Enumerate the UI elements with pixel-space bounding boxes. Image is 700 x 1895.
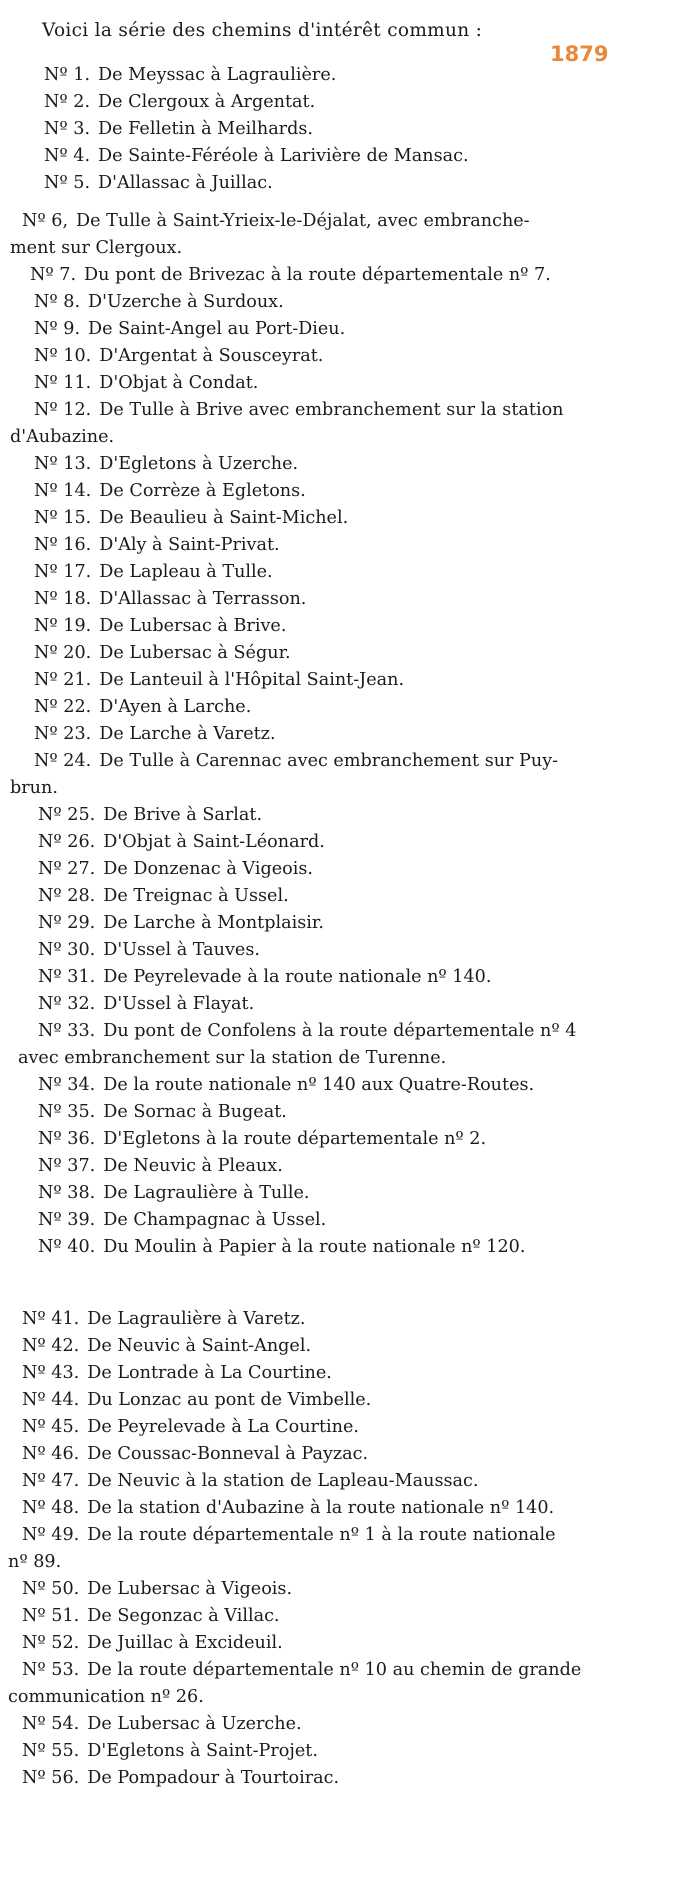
entry-number: Nº 15. [34,508,92,528]
list-item [34,532,280,559]
entry-text: avec embranchement sur la station de Turenne. [18,1048,447,1068]
list-item [22,1522,556,1549]
list-item [38,1180,310,1207]
entry-text: Du Moulin à Papier à la route nationale nº 120. [103,1237,526,1257]
entry-text: Du Lonzac au pont de Vimbelle. [87,1390,372,1410]
entry-number: Nº 54. [22,1714,80,1734]
list-item [44,170,273,197]
entry-number: Nº 22. [34,697,92,717]
entry-text: D'Ussel à Tauves. [103,940,260,960]
entry-text: De Saint-Angel au Port-Dieu. [88,319,346,339]
entry-text: De Corrèze à Egletons. [99,481,306,501]
entry-text: De Champagnac à Ussel. [103,1210,327,1230]
list-item [10,424,114,451]
entry-number: Nº 29. [38,913,96,933]
list-item [38,1018,576,1045]
entry-text: De la route départementale nº 1 à la route nationale [87,1525,556,1545]
entry-text: De Peyrelevade à la route nationale nº 140. [103,967,492,987]
list-item [22,1576,292,1603]
entry-number: Nº 47. [22,1471,80,1491]
list-item [44,62,336,89]
entry-number: Nº 30. [38,940,96,960]
entry-text: D'Egletons à Uzerche. [99,454,299,474]
list-item [38,1099,287,1126]
entry-text: De Donzenac à Vigeois. [103,859,313,879]
entry-number: Nº 33. [38,1021,96,1041]
entry-number: Nº 8. [34,292,81,312]
list-item [38,1234,525,1261]
entry-text: De la route départementale nº 10 au chemin de grande [87,1660,582,1680]
list-item [34,505,348,532]
list-item [8,1549,61,1576]
list-item [34,586,306,613]
entry-number: Nº 17. [34,562,92,582]
entry-text: De Lontrade à La Courtine. [87,1363,332,1383]
list-item [38,937,260,964]
entry-text: De Pompadour à Tourtoirac. [87,1768,340,1788]
list-item [34,613,286,640]
list-item [22,208,530,235]
entry-text: D'Uzerche à Surdoux. [88,292,284,312]
entry-number: Nº 14. [34,481,92,501]
list-item [34,694,251,721]
entry-text: De Brive à Sarlat. [103,805,263,825]
entry-text: De Tulle à Brive avec embranchement sur la station [99,400,564,420]
entry-number: Nº 51. [22,1606,80,1626]
list-item [22,1387,371,1414]
entry-text: De Tulle à Carennac avec embranchement sur Puy- [99,751,559,771]
entry-number: Nº 12. [34,400,92,420]
entry-text: De Lubersac à Vigeois. [87,1579,293,1599]
entry-number: Nº 43. [22,1363,80,1383]
list-item [38,1126,486,1153]
entry-text: De Beaulieu à Saint-Michel. [99,508,349,528]
entry-text: D'Aly à Saint-Privat. [99,535,280,555]
entry-text: De Segonzac à Villac. [87,1606,280,1626]
list-item [38,802,262,829]
entry-text: D'Objat à Condat. [99,373,259,393]
list-item [22,1630,283,1657]
entry-number: Nº 31. [38,967,96,987]
entry-number: Nº 39. [38,1210,96,1230]
list-item [44,143,469,170]
entry-text: nº 89. [8,1552,62,1572]
entry-number: Nº 48. [22,1498,80,1518]
list-item [22,1738,318,1765]
list-item [22,1495,554,1522]
entry-number: Nº 24. [34,751,92,771]
entry-text: De Peyrelevade à La Courtine. [87,1417,359,1437]
entry-text: D'Allassac à Juillac. [98,173,273,193]
list-item [22,1360,332,1387]
entry-number: Nº 11. [34,373,92,393]
entry-number: Nº 46. [22,1444,80,1464]
list-item [34,667,404,694]
entry-number: Nº 25. [38,805,96,825]
list-item [38,1072,534,1099]
entry-text: De la station d'Aubazine à la route nationale nº 140. [87,1498,555,1518]
entry-text: De Coussac-Bonneval à Payzac. [87,1444,369,1464]
entry-number: Nº 35. [38,1102,96,1122]
list-item [22,1306,306,1333]
list-item [22,1333,311,1360]
entry-text: De Treignac à Ussel. [103,886,289,906]
entry-text: De Lanteuil à l'Hôpital Saint-Jean. [99,670,405,690]
entry-text: Du pont de Brivezac à la route départementale nº 7. [84,265,551,285]
entry-text: De Clergoux à Argentat. [98,92,316,112]
list-item [34,397,564,424]
list-item [38,991,254,1018]
entry-number: Nº 32. [38,994,96,1014]
list-item [34,559,273,586]
list-item [10,775,58,802]
list-item [38,1207,326,1234]
entry-text: brun. [10,778,58,798]
entry-text: De Larche à Varetz. [99,724,276,744]
list-item [34,343,323,370]
list-item [34,289,284,316]
entry-number: Nº 7. [30,265,77,285]
entry-number: Nº 53. [22,1660,80,1680]
entry-text: D'Argentat à Sousceyrat. [99,346,324,366]
entry-number: Nº 45. [22,1417,80,1437]
entry-number: Nº 9. [34,319,81,339]
entry-number: Nº 52. [22,1633,80,1653]
list-item [38,1153,283,1180]
entry-text: D'Ussel à Flayat. [103,994,255,1014]
entry-number: Nº 13. [34,454,92,474]
year-label: 1879 [550,42,609,66]
entry-number: Nº 41. [22,1309,80,1329]
list-item [34,370,258,397]
entry-text: De Lagraulière à Tulle. [103,1183,310,1203]
entry-text: De Neuvic à la station de Lapleau-Maussac. [87,1471,479,1491]
list-item [8,1684,204,1711]
entry-text: De Lubersac à Brive. [99,616,287,636]
entry-number: Nº 6, [22,211,69,231]
entry-number: Nº 40. [38,1237,96,1257]
list-item [10,235,182,262]
list-item [34,721,276,748]
entry-number: Nº 10. [34,346,92,366]
entry-number: Nº 38. [38,1183,96,1203]
entry-text: d'Aubazine. [10,427,115,447]
entry-number: Nº 3. [44,119,91,139]
entry-text: communication nº 26. [8,1687,204,1707]
entry-text: De la route nationale nº 140 aux Quatre-Routes. [103,1075,535,1095]
entry-number: Nº 42. [22,1336,80,1356]
entry-number: Nº 16. [34,535,92,555]
list-item [44,116,313,143]
entry-number: Nº 19. [34,616,92,636]
entry-number: Nº 36. [38,1129,96,1149]
entry-text: D'Objat à Saint-Léonard. [103,832,325,852]
list-item [34,316,345,343]
entry-number: Nº 49. [22,1525,80,1545]
list-item [34,451,298,478]
entry-number: Nº 34. [38,1075,96,1095]
intro-text: Voici la série des chemins d'intérêt commun : [42,20,483,41]
entry-text: De Lubersac à Uzerche. [87,1714,302,1734]
list-item [38,910,324,937]
list-item [38,829,325,856]
list-item [22,1414,359,1441]
entry-number: Nº 26. [38,832,96,852]
list-item [34,478,306,505]
entry-text: De Lapleau à Tulle. [99,562,273,582]
entry-number: Nº 56. [22,1768,80,1788]
entry-number: Nº 4. [44,146,91,166]
entry-number: Nº 37. [38,1156,96,1176]
entry-text: D'Allassac à Terrasson. [99,589,307,609]
entry-number: Nº 20. [34,643,92,663]
entry-number: Nº 21. [34,670,92,690]
list-item [22,1711,302,1738]
entry-text: De Neuvic à Saint-Angel. [87,1336,312,1356]
entry-number: Nº 27. [38,859,96,879]
entry-number: Nº 5. [44,173,91,193]
entry-number: Nº 28. [38,886,96,906]
list-item [34,748,558,775]
list-item [22,1603,280,1630]
entry-text: D'Egletons à Saint-Projet. [87,1741,318,1761]
entry-text: D'Egletons à la route départementale nº 2. [103,1129,487,1149]
list-item [18,1045,446,1072]
entry-text: De Sornac à Bugeat. [103,1102,287,1122]
entry-number: Nº 1. [44,65,91,85]
list-item [30,262,551,289]
list-item [38,964,491,991]
entry-text: De Felletin à Meilhards. [98,119,313,139]
entry-text: Du pont de Confolens à la route départementale nº 4 [103,1021,577,1041]
entry-text: De Neuvic à Pleaux. [103,1156,283,1176]
entry-number: Nº 55. [22,1741,80,1761]
list-item [34,640,291,667]
entry-text: D'Ayen à Larche. [99,697,252,717]
entry-number: Nº 50. [22,1579,80,1599]
list-item [44,89,315,116]
list-item [22,1441,368,1468]
list-item [22,1657,581,1684]
list-item [22,1765,339,1792]
entry-number: Nº 18. [34,589,92,609]
entry-text: De Lagraulière à Varetz. [87,1309,306,1329]
entry-text: De Tulle à Saint-Yrieix-le-Déjalat, avec embranche- [76,211,530,231]
list-item [38,856,313,883]
entry-number: Nº 44. [22,1390,80,1410]
list-item [38,883,289,910]
entry-text: De Sainte-Féréole à Larivière de Mansac. [98,146,469,166]
entry-number: Nº 2. [44,92,91,112]
entry-text: De Juillac à Excideuil. [87,1633,283,1653]
entry-text: De Larche à Montplaisir. [103,913,324,933]
entry-text: ment sur Clergoux. [10,238,183,258]
entry-text: De Meyssac à Lagraulière. [98,65,337,85]
entry-text: De Lubersac à Ségur. [99,643,291,663]
entry-number: Nº 23. [34,724,92,744]
list-item [22,1468,478,1495]
